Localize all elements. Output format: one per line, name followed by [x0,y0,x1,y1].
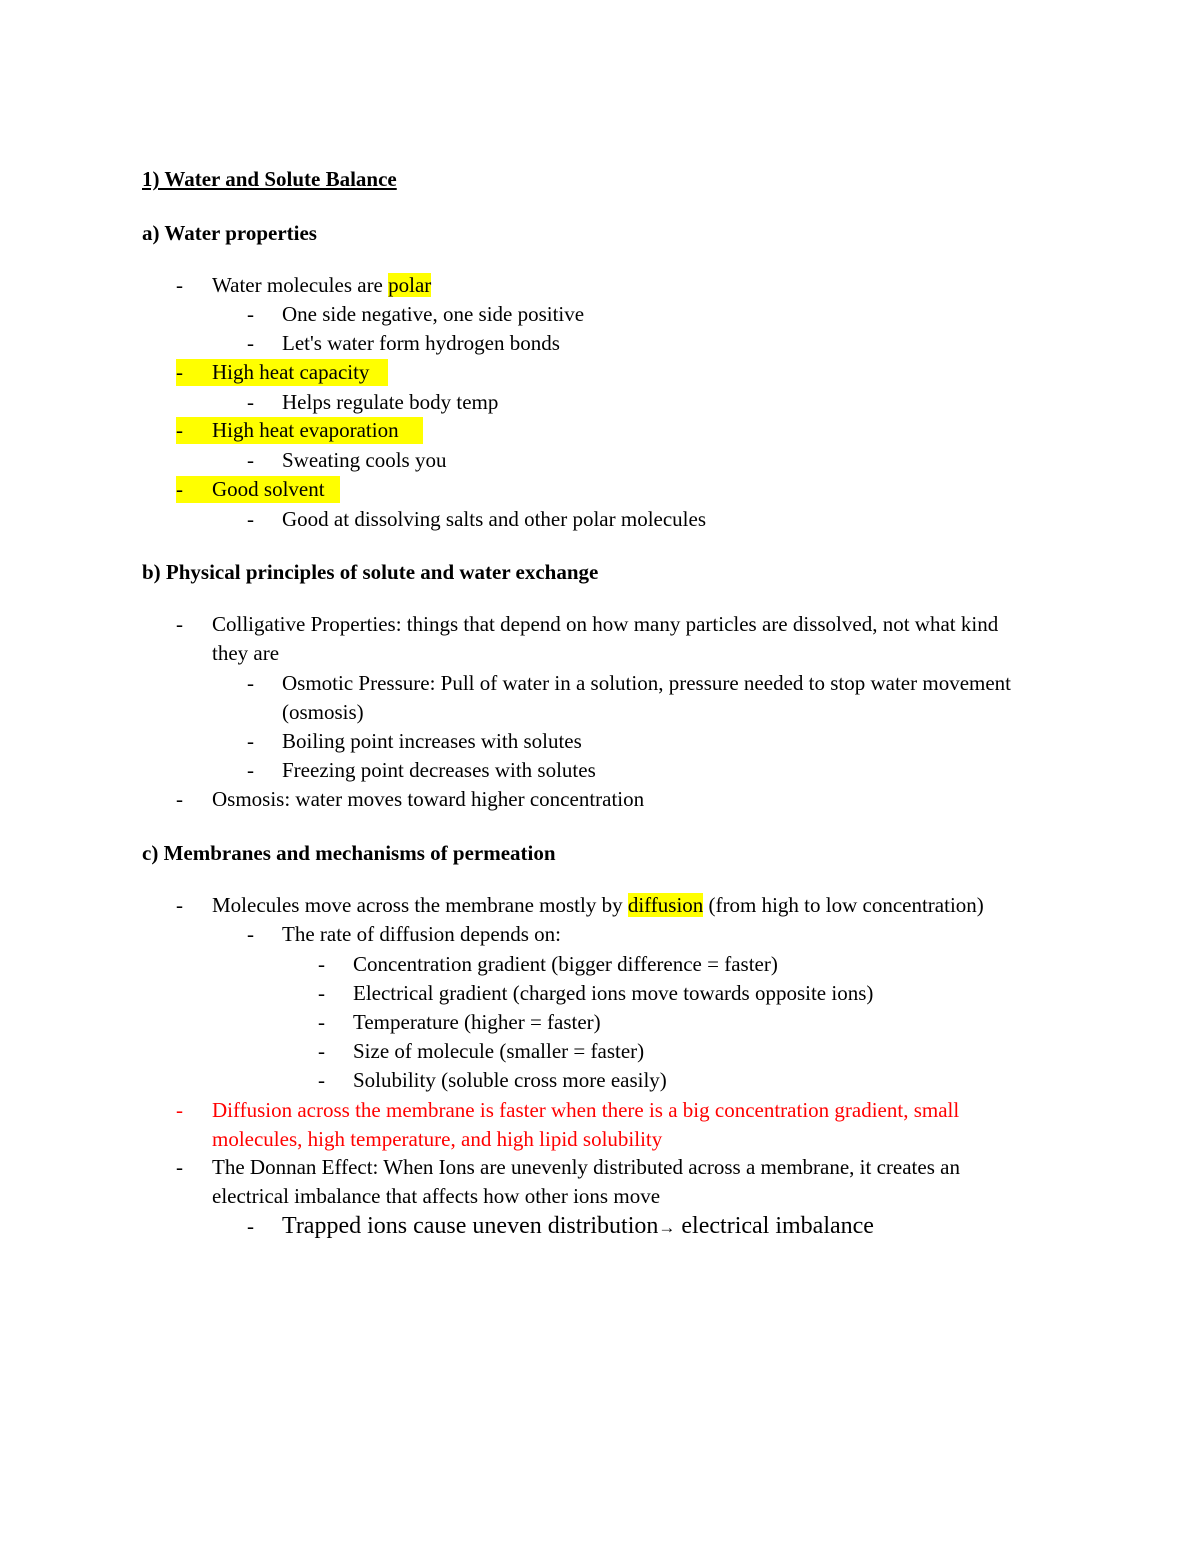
bullet-dash: - [176,477,183,501]
bullet-dash: - [247,922,254,946]
document-title: 1) Water and Solute Balance [142,167,397,191]
bullet-dash: - [247,1214,254,1238]
item-text: Colligative Properties: things that depend on how many particles are dissolved, not what kind [212,612,999,636]
item-continuation: they are [212,641,280,665]
bullet-dash: - [176,418,183,442]
bullet-dash: - [318,952,325,976]
item-text: Diffusion across the membrane is faster when there is a big concentration gradient, small [212,1098,960,1122]
arrow-icon: → [658,1218,676,1237]
item-text: Water molecules are [212,273,389,297]
highlighted-term: polar [388,273,432,297]
bullet-dash: - [247,507,254,531]
item-text: Concentration gradient (bigger difference = faster) [353,952,778,976]
section-b-heading: b) Physical principles of solute and water exchange [142,560,599,584]
item-continuation: (osmosis) [282,700,364,724]
bullet-dash: - [247,390,254,414]
item-text: (from high to low concentration) [703,893,984,917]
bullet-dash: - [247,302,254,326]
bullet-dash: - [318,981,325,1005]
item-text: Size of molecule (smaller = faster) [353,1039,645,1063]
item-text: Solubility (soluble cross more easily) [353,1068,667,1092]
bullet-dash: - [176,360,183,384]
item-text: Molecules move across the membrane mostly by [212,893,628,917]
item-text: The rate of diffusion depends on: [282,922,561,946]
item-text: Temperature (higher = faster) [353,1010,601,1034]
item-text: High heat evaporation [212,418,399,442]
item-text: One side negative, one side positive [282,302,585,326]
item-text: electrical imbalance [675,1213,874,1239]
item-continuation: molecules, high temperature, and high lipid solubility [212,1127,663,1151]
item-text: Sweating cools you [282,448,447,472]
item-text: Freezing point decreases with solutes [282,758,596,782]
item-text: Good solvent [212,477,325,501]
item-text: Trapped ions cause uneven distribution [282,1213,659,1239]
bullet-dash: - [247,448,254,472]
bullet-dash: - [247,758,254,782]
bullet-dash: - [176,273,183,297]
item-continuation: electrical imbalance that affects how other ions move [212,1184,661,1208]
item-text: Helps regulate body temp [282,390,499,414]
item-text: High heat capacity [212,360,370,384]
bullet-dash: - [176,612,183,636]
section-a-heading: a) Water properties [142,221,317,245]
bullet-dash: - [318,1068,325,1092]
item-text: Good at dissolving salts and other polar molecules [282,507,707,531]
item-text: Boiling point increases with solutes [282,729,582,753]
item-text: The Donnan Effect: When Ions are unevenly distributed across a membrane, it creates an [212,1155,960,1179]
bullet-dash: - [247,331,254,355]
bullet-dash: - [176,893,183,917]
bullet-dash: - [176,1098,183,1122]
item-text: Let's water form hydrogen bonds [282,331,560,355]
bullet-dash: - [318,1010,325,1034]
item-text: Electrical gradient (charged ions move towards opposite ions) [353,981,874,1005]
bullet-dash: - [247,729,254,753]
highlighted-term: diffusion [627,893,704,917]
item-text: Osmosis: water moves toward higher concentration [212,787,645,811]
bullet-dash: - [176,1155,183,1179]
section-c-heading: c) Membranes and mechanisms of permeation [142,841,556,865]
bullet-dash: - [318,1039,325,1063]
bullet-dash: - [176,787,183,811]
item-text: Osmotic Pressure: Pull of water in a solution, pressure needed to stop water movement [282,671,1012,695]
bullet-dash: - [247,671,254,695]
